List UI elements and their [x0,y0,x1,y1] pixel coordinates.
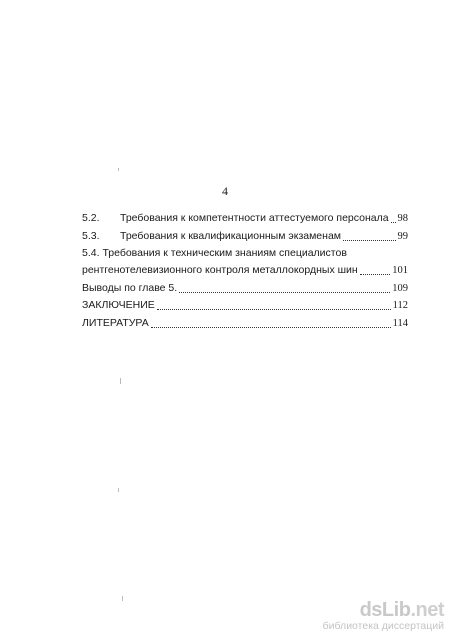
watermark-subtitle: библиотека диссертаций [322,620,444,632]
toc-entry-conclusion[interactable] [82,298,408,313]
dot-leader [179,283,390,293]
page-number: 4 [222,184,228,198]
toc-entry-5-2[interactable] [82,211,408,226]
toc-entry-title: рентгенотелевизионного контроля металлокордных шин [82,264,358,276]
toc-entry-number: 5.3. [82,230,100,242]
dot-leader [360,265,391,275]
toc-entry-5-3[interactable] [82,229,408,244]
toc-entry-conclusions-ch5[interactable] [82,281,408,296]
toc-entry-number: 5.4. [82,247,100,259]
dot-leader [151,318,391,328]
toc-entry-page: 98 [397,213,408,224]
toc-entry-page: 101 [392,265,408,276]
toc-entry-number: 5.2. [82,212,100,224]
toc-entry-title: Выводы по главе 5. [82,282,178,294]
toc-entry-page: 112 [392,300,408,311]
toc-entry-5-4-line1[interactable] [82,246,347,260]
watermark [323,600,444,632]
scan-speck [120,378,121,384]
toc-entry-page: 114 [392,318,408,329]
toc-entry-title: Требования к компетентности аттестуемого персонала [120,212,389,224]
toc-entry-title: ЗАКЛЮЧЕНИЕ [82,299,155,311]
toc-entry-title: Требования к квалификационным экзаменам [120,230,342,242]
toc-entry-literature[interactable] [82,316,408,331]
toc-entry-page: 99 [397,231,408,242]
scan-speck [118,488,119,492]
watermark-logo: dsLib.net [359,599,444,621]
toc-entry-5-4-line2[interactable] [82,263,408,278]
dot-leader [391,213,396,223]
scan-speck [118,168,119,171]
dot-leader [343,231,395,241]
dot-leader [157,300,391,310]
toc-entry-page: 109 [392,283,408,294]
scan-speck [122,596,123,601]
toc-entry-title: Требования к техническим знаниям специалистов [102,247,347,259]
toc-entry-title: ЛИТЕРАТУРА [82,317,149,329]
